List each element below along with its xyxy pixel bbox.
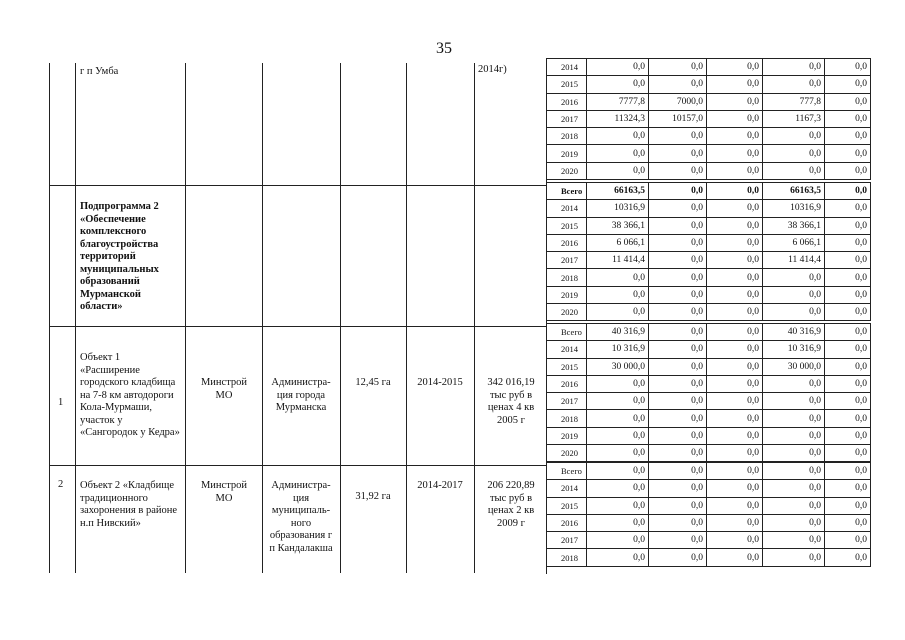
value-cell: 0,0 xyxy=(649,358,707,375)
value-cell: 0,0 xyxy=(763,393,825,410)
value-cell: 11 414,4 xyxy=(763,252,825,269)
table-row xyxy=(547,76,871,93)
value-cell: 0,0 xyxy=(825,145,871,162)
value-cell: 0,0 xyxy=(763,427,825,444)
year-cell: 2014 xyxy=(547,480,587,497)
year-cell: 2018 xyxy=(547,128,587,145)
col-border-3 xyxy=(185,63,186,573)
value-cell: 0,0 xyxy=(825,410,871,427)
value-cell: 0,0 xyxy=(649,514,707,531)
value-cell: 0,0 xyxy=(587,162,649,179)
value-cell: 0,0 xyxy=(825,162,871,179)
value-cell: 0,0 xyxy=(649,217,707,234)
col-border-4 xyxy=(262,63,263,573)
value-cell: 0,0 xyxy=(707,549,763,566)
block3-capacity: 31,92 га xyxy=(355,491,391,502)
value-cell: 0,0 xyxy=(587,427,649,444)
col-border-1 xyxy=(49,63,50,573)
block0-year-table xyxy=(546,58,871,180)
value-cell: 0,0 xyxy=(587,497,649,514)
value-cell: 0,0 xyxy=(649,252,707,269)
value-cell: 0,0 xyxy=(587,532,649,549)
value-cell: 0,0 xyxy=(587,549,649,566)
value-cell: 0,0 xyxy=(707,93,763,110)
value-cell: 0,0 xyxy=(707,341,763,358)
value-cell: 0,0 xyxy=(587,375,649,392)
value-cell: 0,0 xyxy=(649,286,707,303)
col-border-6 xyxy=(406,63,407,573)
value-cell: 0,0 xyxy=(707,532,763,549)
value-cell: 0,0 xyxy=(587,410,649,427)
row-border-2 xyxy=(49,326,546,327)
year-cell: 2020 xyxy=(547,445,587,462)
year-cell: 2014 xyxy=(547,59,587,76)
value-cell: 0,0 xyxy=(649,393,707,410)
page-number: 35 xyxy=(436,40,452,57)
table-row xyxy=(547,128,871,145)
value-cell: 0,0 xyxy=(707,497,763,514)
value-cell: 10316,9 xyxy=(763,200,825,217)
value-cell: 0,0 xyxy=(707,410,763,427)
value-cell: 0,0 xyxy=(825,183,871,200)
value-cell: 0,0 xyxy=(587,304,649,321)
value-cell: 0,0 xyxy=(825,549,871,566)
value-cell: 0,0 xyxy=(707,463,763,480)
table-row xyxy=(547,410,871,427)
value-cell: 0,0 xyxy=(825,497,871,514)
value-cell: 0,0 xyxy=(763,375,825,392)
value-cell: 0,0 xyxy=(763,480,825,497)
value-cell: 0,0 xyxy=(707,375,763,392)
value-cell: 0,0 xyxy=(649,269,707,286)
table-row xyxy=(547,463,871,480)
year-cell: 2017 xyxy=(547,110,587,127)
table-row xyxy=(547,93,871,110)
value-cell: 0,0 xyxy=(707,269,763,286)
value-cell: 0,0 xyxy=(763,162,825,179)
block3-customer: Минстрой МО xyxy=(200,480,248,504)
year-cell: 2015 xyxy=(547,76,587,93)
value-cell: 0,0 xyxy=(825,128,871,145)
table-row xyxy=(547,234,871,251)
value-cell: 0,0 xyxy=(707,427,763,444)
year-cell: 2016 xyxy=(547,234,587,251)
value-cell: 0,0 xyxy=(649,304,707,321)
value-cell: 0,0 xyxy=(649,324,707,341)
value-cell: 66163,5 xyxy=(587,183,649,200)
value-cell: 11 414,4 xyxy=(587,252,649,269)
value-cell: 0,0 xyxy=(763,128,825,145)
value-cell: 0,0 xyxy=(707,128,763,145)
year-cell: 2019 xyxy=(547,145,587,162)
table-row xyxy=(547,162,871,179)
block3-period: 2014-2017 xyxy=(417,480,463,491)
year-cell: 2016 xyxy=(547,375,587,392)
value-cell: 0,0 xyxy=(707,200,763,217)
value-cell: 0,0 xyxy=(825,252,871,269)
year-cell: 2019 xyxy=(547,427,587,444)
table-row xyxy=(547,217,871,234)
block2-capacity: 12,45 га xyxy=(355,377,391,388)
value-cell: 0,0 xyxy=(707,393,763,410)
value-cell: 40 316,9 xyxy=(763,324,825,341)
block1-year-table xyxy=(546,182,871,321)
value-cell: 6 066,1 xyxy=(587,234,649,251)
year-cell: 2015 xyxy=(547,217,587,234)
block2-cost: 342 016,19 тыс руб в ценах 4 кв 2005 г xyxy=(487,377,535,426)
value-cell: 0,0 xyxy=(707,234,763,251)
year-cell: 2018 xyxy=(547,269,587,286)
value-cell: 0,0 xyxy=(707,514,763,531)
value-cell: 0,0 xyxy=(763,463,825,480)
value-cell: 0,0 xyxy=(707,217,763,234)
block2-customer: Минстрой МО xyxy=(200,377,248,401)
year-cell: 2020 xyxy=(547,304,587,321)
value-cell: 0,0 xyxy=(707,145,763,162)
table-row xyxy=(547,445,871,462)
value-cell: 0,0 xyxy=(707,445,763,462)
year-cell: 2015 xyxy=(547,497,587,514)
value-cell: 0,0 xyxy=(763,497,825,514)
value-cell: 0,0 xyxy=(707,480,763,497)
value-cell: 0,0 xyxy=(649,128,707,145)
value-cell: 0,0 xyxy=(825,110,871,127)
value-cell: 0,0 xyxy=(649,234,707,251)
block0-name: г п Умба xyxy=(80,66,119,77)
value-cell: 0,0 xyxy=(649,480,707,497)
value-cell: 0,0 xyxy=(763,59,825,76)
value-cell: 0,0 xyxy=(649,497,707,514)
value-cell: 0,0 xyxy=(707,324,763,341)
value-cell: 0,0 xyxy=(825,304,871,321)
value-cell: 0,0 xyxy=(825,324,871,341)
value-cell: 0,0 xyxy=(649,427,707,444)
table-row xyxy=(547,145,871,162)
value-cell: 0,0 xyxy=(763,410,825,427)
block3-cost: 206 220,89 тыс руб в ценах 2 кв 2009 г xyxy=(487,480,535,529)
value-cell: 0,0 xyxy=(649,76,707,93)
value-cell: 0,0 xyxy=(707,286,763,303)
table-row xyxy=(547,59,871,76)
table-row xyxy=(547,532,871,549)
year-cell: 2019 xyxy=(547,286,587,303)
value-cell: 10 316,9 xyxy=(763,341,825,358)
table-row xyxy=(547,341,871,358)
value-cell: 6 066,1 xyxy=(763,234,825,251)
value-cell: 0,0 xyxy=(587,286,649,303)
value-cell: 0,0 xyxy=(587,480,649,497)
year-cell: 2015 xyxy=(547,358,587,375)
value-cell: 1167,3 xyxy=(763,110,825,127)
value-cell: 0,0 xyxy=(649,341,707,358)
table-row xyxy=(547,200,871,217)
value-cell: 0,0 xyxy=(649,200,707,217)
value-cell: 38 366,1 xyxy=(763,217,825,234)
value-cell: 0,0 xyxy=(587,76,649,93)
row-border-1 xyxy=(49,185,546,186)
table-row xyxy=(547,549,871,566)
value-cell: 0,0 xyxy=(763,269,825,286)
value-cell: 0,0 xyxy=(707,59,763,76)
value-cell: 0,0 xyxy=(707,358,763,375)
value-cell: 0,0 xyxy=(707,76,763,93)
table-row xyxy=(547,252,871,269)
value-cell: 0,0 xyxy=(825,286,871,303)
row-border-3 xyxy=(49,465,546,466)
table-row xyxy=(547,110,871,127)
block2-num: 1 xyxy=(58,397,64,408)
value-cell: 11324,3 xyxy=(587,110,649,127)
year-cell: 2016 xyxy=(547,514,587,531)
year-cell: 2020 xyxy=(547,162,587,179)
value-cell: 30 000,0 xyxy=(763,358,825,375)
value-cell: 0,0 xyxy=(825,514,871,531)
block2-year-table xyxy=(546,323,871,462)
value-cell: 0,0 xyxy=(825,358,871,375)
value-cell: 0,0 xyxy=(649,145,707,162)
table-row xyxy=(547,324,871,341)
table-row xyxy=(547,269,871,286)
value-cell: 0,0 xyxy=(649,445,707,462)
value-cell: 10316,9 xyxy=(587,200,649,217)
value-cell: 0,0 xyxy=(825,200,871,217)
table-row xyxy=(547,480,871,497)
year-cell: 2016 xyxy=(547,93,587,110)
value-cell: 0,0 xyxy=(587,128,649,145)
value-cell: 0,0 xyxy=(649,410,707,427)
value-cell: 0,0 xyxy=(825,427,871,444)
value-cell: 0,0 xyxy=(825,341,871,358)
value-cell: 0,0 xyxy=(649,375,707,392)
value-cell: 10157,0 xyxy=(649,110,707,127)
block2-name: Объект 1 «Расширение городского кладбища на 7-8 км автодороги Кола-Мурмаши, участок у «Сангородок у Кедра» xyxy=(80,352,180,438)
block3-year-table xyxy=(546,462,871,567)
value-cell: 0,0 xyxy=(707,162,763,179)
year-cell: 2014 xyxy=(547,341,587,358)
value-cell: 7777,8 xyxy=(587,93,649,110)
value-cell: 0,0 xyxy=(825,480,871,497)
value-cell: 0,0 xyxy=(707,304,763,321)
table-row xyxy=(547,304,871,321)
value-cell: 0,0 xyxy=(707,183,763,200)
year-cell: Всего xyxy=(547,463,587,480)
value-cell: 66163,5 xyxy=(763,183,825,200)
value-cell: 0,0 xyxy=(587,514,649,531)
value-cell: 0,0 xyxy=(649,59,707,76)
value-cell: 0,0 xyxy=(825,393,871,410)
value-cell: 10 316,9 xyxy=(587,341,649,358)
value-cell: 0,0 xyxy=(763,145,825,162)
col-border-2 xyxy=(75,63,76,573)
year-cell: Всего xyxy=(547,183,587,200)
value-cell: 0,0 xyxy=(825,375,871,392)
value-cell: 777,8 xyxy=(763,93,825,110)
value-cell: 0,0 xyxy=(587,445,649,462)
table-row xyxy=(547,183,871,200)
value-cell: 0,0 xyxy=(763,304,825,321)
block0-period: 2014г) xyxy=(478,64,507,75)
value-cell: 0,0 xyxy=(587,59,649,76)
table-row xyxy=(547,358,871,375)
value-cell: 0,0 xyxy=(825,76,871,93)
block3-name: Объект 2 «Кладбище традиционного захоронения в районе н.п Нивский» xyxy=(80,480,178,529)
value-cell: 0,0 xyxy=(587,463,649,480)
table-row xyxy=(547,497,871,514)
value-cell: 40 316,9 xyxy=(587,324,649,341)
table-row xyxy=(547,514,871,531)
value-cell: 0,0 xyxy=(763,76,825,93)
value-cell: 0,0 xyxy=(649,549,707,566)
value-cell: 0,0 xyxy=(763,514,825,531)
value-cell: 0,0 xyxy=(825,93,871,110)
year-cell: 2017 xyxy=(547,532,587,549)
value-cell: 0,0 xyxy=(587,145,649,162)
value-cell: 0,0 xyxy=(825,269,871,286)
value-cell: 0,0 xyxy=(649,162,707,179)
value-cell: 0,0 xyxy=(707,252,763,269)
value-cell: 0,0 xyxy=(587,393,649,410)
value-cell: 0,0 xyxy=(763,286,825,303)
value-cell: 0,0 xyxy=(707,110,763,127)
year-cell: 2014 xyxy=(547,200,587,217)
value-cell: 0,0 xyxy=(763,532,825,549)
year-cell: 2018 xyxy=(547,410,587,427)
value-cell: 0,0 xyxy=(825,463,871,480)
block2-executor: Администра-ция города Мурманска xyxy=(271,377,331,413)
table-row xyxy=(547,427,871,444)
value-cell: 0,0 xyxy=(825,59,871,76)
year-cell: 2018 xyxy=(547,549,587,566)
value-cell: 0,0 xyxy=(649,532,707,549)
value-cell: 7000,0 xyxy=(649,93,707,110)
value-cell: 0,0 xyxy=(587,269,649,286)
col-border-7 xyxy=(474,63,475,573)
value-cell: 0,0 xyxy=(649,183,707,200)
year-cell: 2017 xyxy=(547,252,587,269)
table-row xyxy=(547,393,871,410)
value-cell: 0,0 xyxy=(825,217,871,234)
value-cell: 0,0 xyxy=(763,445,825,462)
value-cell: 0,0 xyxy=(825,234,871,251)
value-cell: 0,0 xyxy=(649,463,707,480)
year-cell: 2017 xyxy=(547,393,587,410)
block3-executor: Администра-ция муниципаль-ного образования г п Кандалакша xyxy=(269,480,333,554)
value-cell: 0,0 xyxy=(763,549,825,566)
year-cell: Всего xyxy=(547,324,587,341)
block2-period: 2014-2015 xyxy=(417,377,463,388)
table-row xyxy=(547,286,871,303)
block1-name: Подпрограмма 2 «Обеспечение комплексного благоустройства территорий муниципальных образований Мурманской области» xyxy=(80,201,159,312)
value-cell: 38 366,1 xyxy=(587,217,649,234)
value-cell: 0,0 xyxy=(825,445,871,462)
block3-num: 2 xyxy=(58,479,64,490)
col-border-5 xyxy=(340,63,341,573)
table-row xyxy=(547,375,871,392)
value-cell: 30 000,0 xyxy=(587,358,649,375)
value-cell: 0,0 xyxy=(825,532,871,549)
